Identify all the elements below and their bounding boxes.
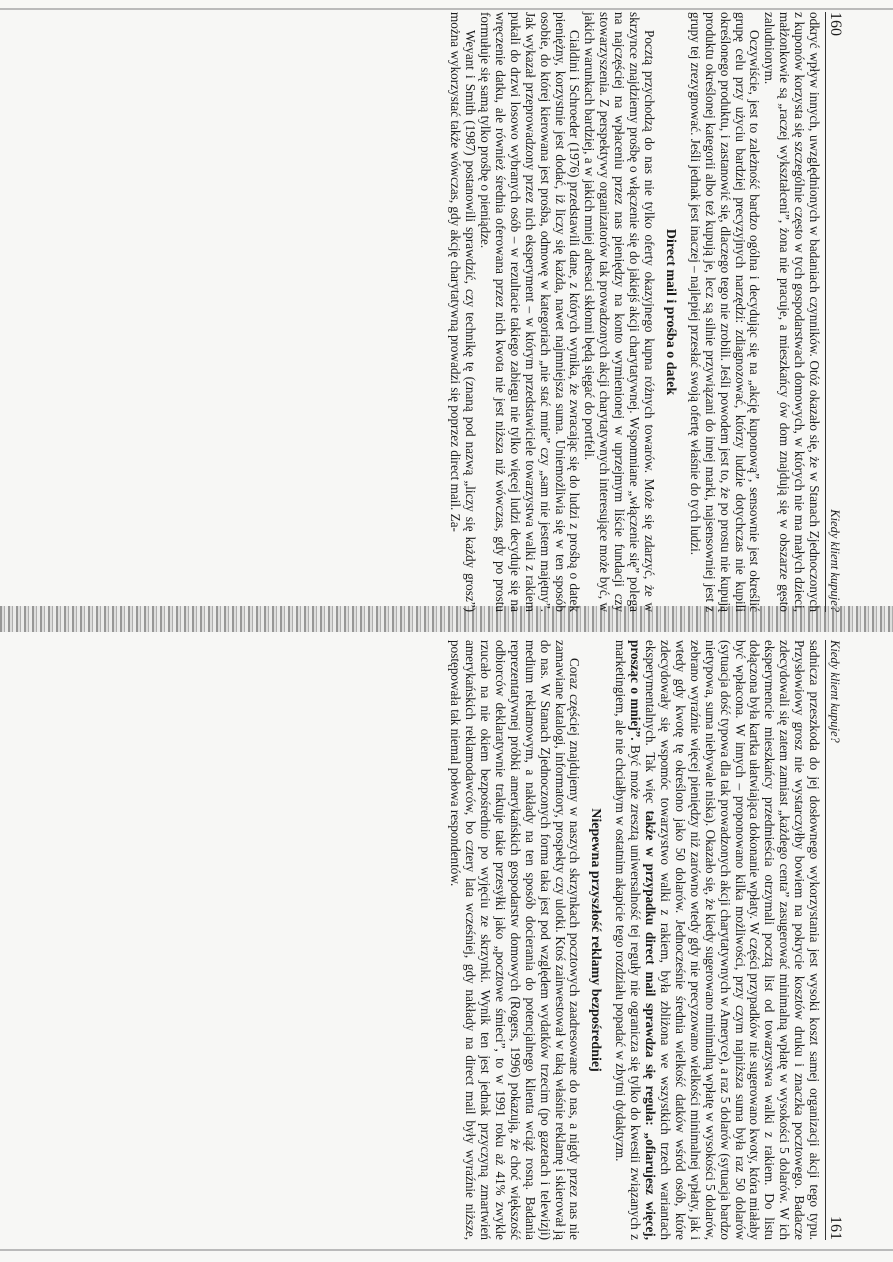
paragraph bbox=[612, 640, 821, 1240]
section-heading: Direct mail i prośba o datek bbox=[662, 228, 678, 396]
running-head-title: Kiedy klient kupuje? bbox=[828, 509, 842, 612]
paragraph: Weyant i Smith (1987) postanowili sprawdzić, czy technikę tę (znaną pod nazwą „liczy się każdy grosz”) można wykorzystać także wówczas, gdy akcję charytatywną prowadzi się poprzez direct mail. Za- bbox=[448, 12, 479, 612]
page-number: 161 bbox=[827, 1216, 844, 1240]
running-head-title: Kiedy klient kupuje? bbox=[828, 640, 842, 743]
page-160 bbox=[418, 12, 842, 612]
scan-edge-bottom bbox=[0, 1249, 893, 1251]
page-161 bbox=[418, 640, 842, 1240]
paragraph-text: Być może zresztą uniwersalność tej reguły nie ogranicza się tylko do kwestii związanych z marketingiem, ale nie chciałbym w ostatnim akapicie tego rozdziału popadać w zbytni dydaktyzm. bbox=[613, 640, 644, 1240]
section-heading: Niepewna przyszłość reklamy bezpośredniej bbox=[588, 808, 604, 1072]
paragraph: Pocztą przychodzą do nas nie tylko oferty okazyjnego kupna różnych towarów. Może się zdarzyć, że w skrzynce znajdziemy prośbę o włączenie się do jakiejś akcji charytatywnej. Wspomniane „włączenie się” polega na najczęściej na wpłaceniu przez nas pieniędzy na konto wymienionej w uprzejmym liście fundacji czy stowarzyszenia. Z perspektywy organizatorów tak prowadzonych akcji charytatywnych interesujące może być, w jakich warunkach bardziej, a w jakich mniej adresaci skłonni będą sięgać do portfeli. bbox=[582, 12, 658, 612]
paragraph-text: sadnicza przeszkoda do jej dosłownego wykorzystania jest wysoki koszt samej organizacji akcji tego typu. Przysłowiowy grosz nie wystarczyłby bowiem na pokrycie kosztów druku i znaczka pocztowego. Badacze zdecydowali się zatem zamiast „każdego centa” zasugerować minimalną wpłatę w wysokości 5 dolarów. W ich eksperymencie mieszkańcy przedmieścia otrzymali pocztą list od towarzystwa walki z rakiem. Do listu dołączona była kartka ułatwiająca dokonanie wpłaty. W części przypadków nie sugerowano kwoty, która miałaby być wpłacona. W innych – proponowano kilka możliwości, przy czym najniższa suma była raz 50 dolarów (sytuacja dość typowa dla tak prowadzonych akcji charytatywnych w Ameryce), a raz 5 dolarów (sytuacja bardzo nietypowa, suma niebywale niska). Okazało się, że kiedy sugerowano minimalną wpłatę w wysokości 5 dolarów, zebrano wyraźnie więcej pieniędzy niż zarówno wtedy gdy nie precyzowano wielkości minimalnej wpłaty, jak i wtedy gdy kwotę tę określono jako 50 dolarów. Jednocześnie średnia wielkość datków wśród osób, które zdecydowały się wspomóc towarzystwo walki z rakiem, była zbliżona we wszystkich trzech wariantach eksperymentalnych. Tak więc bbox=[643, 640, 823, 1240]
page-number: 160 bbox=[827, 12, 844, 36]
bold-rule: także w przypadku direct mail sprawdza się reguła: „ofiarujesz więcej, prosząc o mniej”. bbox=[628, 640, 659, 1240]
scan-edge-top bbox=[0, 8, 893, 10]
paragraph: Oczywiście, jest to zależność bardzo ogólna i decydując się na „akcję kuponową”, sensownie jest określić grupę celu przy użyciu bardziej precyzyjnych narzędzi: zdiagnozować, którzy ludzie dotychczas nie kupili określonego produktu, i zastanowić się, dlaczego tego nie zrobili. Jeśli powodem jest to, że po prostu nie kupują produktu określonej kategorii albo też kupują je, lecz są silnie przywiązani do innej marki, najsensowniej jest z grupy tej zrezygnować. Jeśli jednak jest inaczej – najlepiej przesłać swoją ofertę właśnie do tych ludzi. bbox=[687, 12, 763, 612]
paragraph: odkryć wpływ innych, uwzględnionych w badaniach czynników. Otóż okazało się, że w Stanach Zjednoczonych z kuponów korzysta się szczególnie często w tych gospodarstwach domowych, w których nie ma małych dzieci, małżonkowie są „raczej wykształceni”, żona nie pracuje, a mieszkańcy ów dom znajdują się w obszarze gęsto zaludnionym. bbox=[762, 12, 823, 612]
paragraph: Cialdini i Schroeder (1976) przedstawili dane, z których wynika, że zwracając się do ludzi z prośbą o datek pieniężny, korzystnie jest dodać, iż liczy się każda, nawet najmniejsza suma. Uniemożliwia się w ten sposób osobie, do której kierowana jest prośba, odmowę w kategoriach „nie stać mnie” czy „sam nie jestem majętny”. Jak wykazał przeprowadzony przez nich eksperyment – w którym przedstawiciele towarzystwa walki z rakiem pukali do drzwi losowo wybranych osób – w rezultacie takiego zabiegu nie tylko więcej ludzi decyduje się na wręczenie datku, ale również średnia oferowana przez nich kwota nie jest niższa niż wówczas, gdy po prostu formułuje się samą tylko prośbę o pieniądze. bbox=[478, 12, 583, 612]
paragraph: Coraz częściej znajdujemy w naszych skrzynkach pocztowych zaadresowane do nas, a nigdy przez nas nie zamawiane katalogi, informatory, prospekty czy ulotki. Ktoś zainwestował w taką właśnie reklamę i skierował ją do nas. W Stanach Zjednoczonych forma taka jest pod względem wydatków trzecim (po gazetach i telewizji) medium reklamowym, a nakłady na ten sposób docierania do potencjalnego klienta wciąż rosną. Badania reprezentatywnej próbki amerykańskich gospodarstw domowych (Rogers, 1996) pokazują, że choć większość odbiorców deklaratywnie traktuje takie przesyłki jako „pocztowe śmieci”, to w 1991 roku aż 41% zwykle rzucało na nie okiem bezpośrednio po wyjęciu ze skrzynki. Wynik ten jest jednak przyczyną zmartwień amerykańskich reklamodawców, bo cztery lata wcześniej, gdy nakłady na direct mail były wyraźnie niższe, postępowała tak niemal połowa respondentów. bbox=[448, 640, 583, 1240]
running-header bbox=[825, 640, 842, 1240]
running-header bbox=[825, 12, 842, 612]
